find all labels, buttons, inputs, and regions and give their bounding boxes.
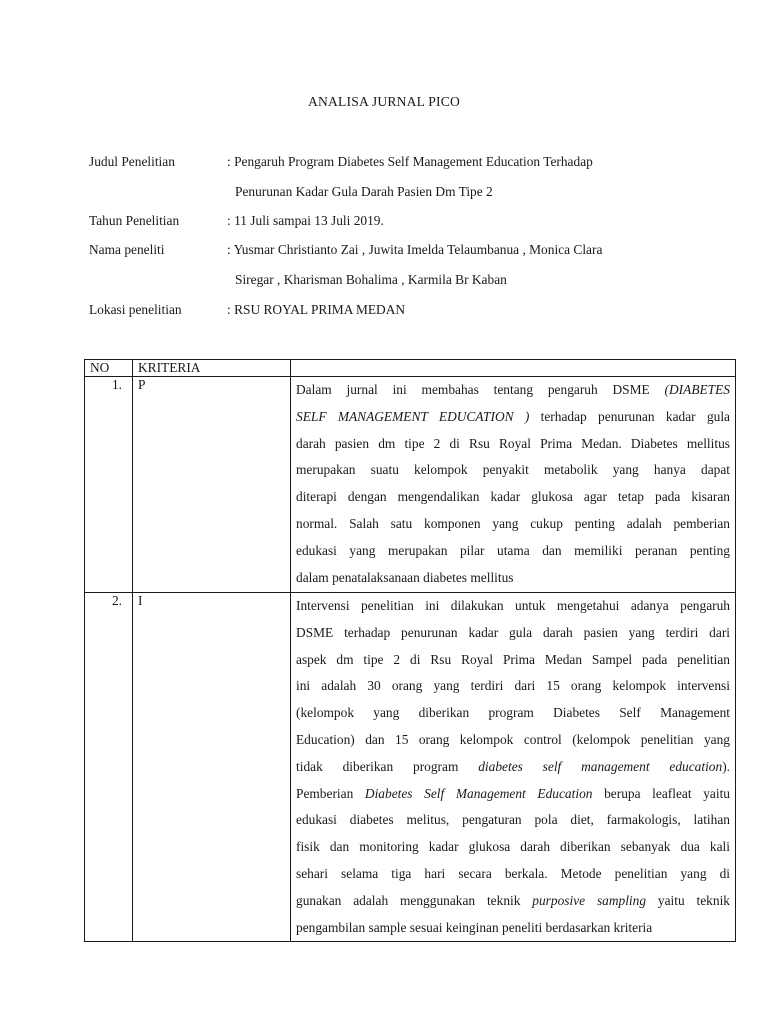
text-run: sehari selama tiga hari secara berkala. Metode penelitian yang di	[296, 865, 730, 881]
text-run: dalam penatalaksanaan diabetes mellitus	[296, 569, 514, 585]
text-run: yaitu teknik	[646, 892, 730, 908]
meta-label: Nama peneliti	[89, 242, 165, 257]
meta-value	[227, 152, 657, 212]
header-kriteria: KRITERIA	[133, 360, 291, 377]
text-run: darah pasien dm tipe 2 di Rsu Royal Prima Medan. Diabetes mellitus	[296, 435, 730, 451]
description-line	[296, 457, 730, 484]
meta-value	[227, 211, 657, 241]
header-desc	[291, 360, 736, 377]
row-description	[291, 377, 736, 593]
text-run: ini adalah 30 orang yang terdiri dari 15 orang kelompok intervensi	[296, 678, 730, 694]
description-line	[296, 861, 730, 888]
italic-text: Diabetes Self Management Education	[364, 785, 593, 801]
document-title: ANALISA JURNAL PICO	[307, 94, 461, 109]
text-run: edukasi yang merupakan pilar utama dan memiliki peranan penting	[296, 542, 730, 558]
text-run: tidak diberikan program	[296, 758, 479, 774]
description-line	[296, 593, 730, 620]
description-line	[296, 484, 730, 511]
description-line	[296, 700, 730, 727]
description-line	[296, 834, 730, 861]
text-run: Pemberian	[296, 785, 365, 801]
description-line	[296, 888, 730, 915]
text-run: berupa leafleat yaitu	[592, 785, 730, 801]
meta-label: Tahun Penelitian	[89, 213, 180, 228]
text-run: merupakan suatu kelompok penyakit metabolik yang hanya dapat	[296, 462, 730, 478]
text-run: ).	[722, 758, 730, 774]
description-line	[296, 647, 730, 674]
description-line	[296, 754, 730, 781]
description-line	[296, 807, 730, 834]
meta-value-line: Penurunan Kadar Gula Darah Pasien Dm Tipe 2	[235, 184, 493, 199]
description-line	[296, 673, 730, 700]
header-no: NO	[85, 360, 133, 377]
row-number: 1.	[85, 377, 133, 593]
text-run: edukasi diabetes melitus, pengaturan pola diet, farmakologis, latihan	[296, 812, 730, 828]
table-row	[85, 377, 736, 593]
description-line	[296, 781, 730, 808]
description-line	[296, 915, 730, 942]
text-run: Intervensi penelitian ini dilakukan untuk mengetahui adanya pengaruh	[296, 598, 730, 613]
meta-value-line: : 11 Juli sampai 13 Juli 2019.	[227, 213, 384, 228]
description-line	[296, 431, 730, 458]
description-line	[296, 538, 730, 565]
meta-lokasi	[89, 300, 657, 330]
italic-text: diabetes self management education	[478, 758, 723, 774]
meta-label: Lokasi penelitian	[89, 302, 182, 317]
meta-value-line: : Yusmar Christianto Zai , Juwita Imelda Telaumbanua , Monica Clara	[227, 242, 603, 257]
text-run: diterapi dengan mengendalikan kadar glukosa agar tetap pada kisaran	[296, 489, 730, 505]
pico-table	[84, 359, 736, 942]
text-run: normal. Salah satu komponen yang cukup penting adalah pemberian	[296, 515, 730, 531]
meta-label: Judul Penelitian	[89, 154, 175, 169]
meta-value-line: : Pengaruh Program Diabetes Self Management Education Terhadap	[227, 154, 593, 169]
table-row	[85, 593, 736, 942]
description-line	[296, 727, 730, 754]
row-kriteria: P	[133, 377, 291, 593]
table-header-row	[85, 360, 736, 377]
text-run: aspek dm tipe 2 di Rsu Royal Prima Medan Sampel pada penelitian	[296, 651, 730, 667]
text-run: Dalam jurnal ini membahas tentang pengaruh DSME	[296, 382, 665, 397]
meta-nama	[89, 240, 657, 300]
meta-value	[227, 300, 657, 330]
meta-value-line: : RSU ROYAL PRIMA MEDAN	[227, 302, 406, 317]
text-run: fisik dan monitoring kadar glukosa darah diberikan sebanyak dua kali	[296, 839, 730, 855]
italic-text: (DIABETES	[664, 382, 730, 397]
description-line	[296, 377, 730, 404]
text-run: gunakan adalah menggunakan teknik	[296, 892, 533, 908]
meta-value-line: Siregar , Kharisman Bohalima , Karmila Br Kaban	[235, 272, 507, 287]
meta-tahun	[89, 211, 657, 241]
text-run: (kelompok yang diberikan program Diabetes Self Management	[296, 705, 730, 721]
row-number: 2.	[85, 593, 133, 942]
description-line	[296, 620, 730, 647]
row-description	[291, 593, 736, 942]
italic-text: purposive sampling	[532, 892, 647, 908]
text-run: terhadap penurunan kadar gula	[529, 408, 730, 424]
description-line	[296, 511, 730, 538]
description-line	[296, 404, 730, 431]
meta-value	[227, 240, 657, 300]
meta-judul	[89, 152, 657, 212]
italic-text: SELF MANAGEMENT EDUCATION )	[296, 408, 530, 424]
row-kriteria: I	[133, 593, 291, 942]
text-run: pengambilan sample sesuai keinginan peneliti berdasarkan kriteria	[296, 919, 653, 935]
description-line	[296, 565, 730, 592]
text-run: Education) dan 15 orang kelompok control (kelompok penelitian yang	[296, 731, 730, 747]
text-run: DSME terhadap penurunan kadar gula darah pasien yang terdiri dari	[296, 624, 730, 640]
